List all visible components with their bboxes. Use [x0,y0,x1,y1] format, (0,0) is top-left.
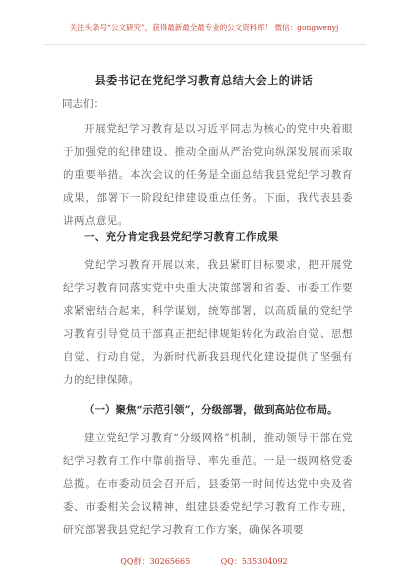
section-heading-1: 一、充分肯定我县党纪学习教育工作成果 [84,231,279,243]
header-divider [44,44,366,45]
promo-banner: 关注头条号“公文研究”，获得最新最全最专业的公文资料库！ 微信：gongwenyj [69,23,339,32]
footer-contact [0,556,408,567]
subsection-heading-1: （一）聚焦“示范引领”，分级部署，做到高站位布局。 [84,404,338,416]
paragraph-achievements: 党纪学习教育开展以来，我县紧盯目标要求，把开展党纪学习教育同落实党中央重大决策部署和省委、市委工作要求紧密结合起来，科学谋划，统筹部署，以高质量的党纪学习教育引导党员干部真正把纪律规矩转化为政治自觉、思想自觉、行动自觉，为新时代新我县现代化建设提供了坚强有力的纪律保障。 [63,259,353,386]
footer-qq-group: QQ群：30265665 [120,557,191,566]
footer-qq-number: QQ：535304092 [220,557,288,566]
paragraph-grid-mechanism: 建立党纪学习教育“分级网格”机制，推动领导干部在党纪学习教育工作中靠前指导、率先垂范。一是一级网格党委总揽。在市委动员会召开后，县委第一时间传达党中央及省委、市委相关会议精神，组建县委党纪学习教育工作专班，研究部署我县党纪学习教育工作方案，确保各项要 [63,432,353,536]
salutation: 同志们： [62,98,104,110]
paragraph-intro: 开展党纪学习教育是以习近平同志为核心的党中央着眼于加强党的纪律建设、推动全面从严治党向纵深发展而采取的重要举措。本次会议的任务是全面总结我县党纪学习教育成果，部署下一阶段纪律建设重点任务。下面，我代表县委讲两点意见。 [63,123,353,227]
document-title: 县委书记在党纪学习教育总结大会上的讲话 [94,74,314,87]
